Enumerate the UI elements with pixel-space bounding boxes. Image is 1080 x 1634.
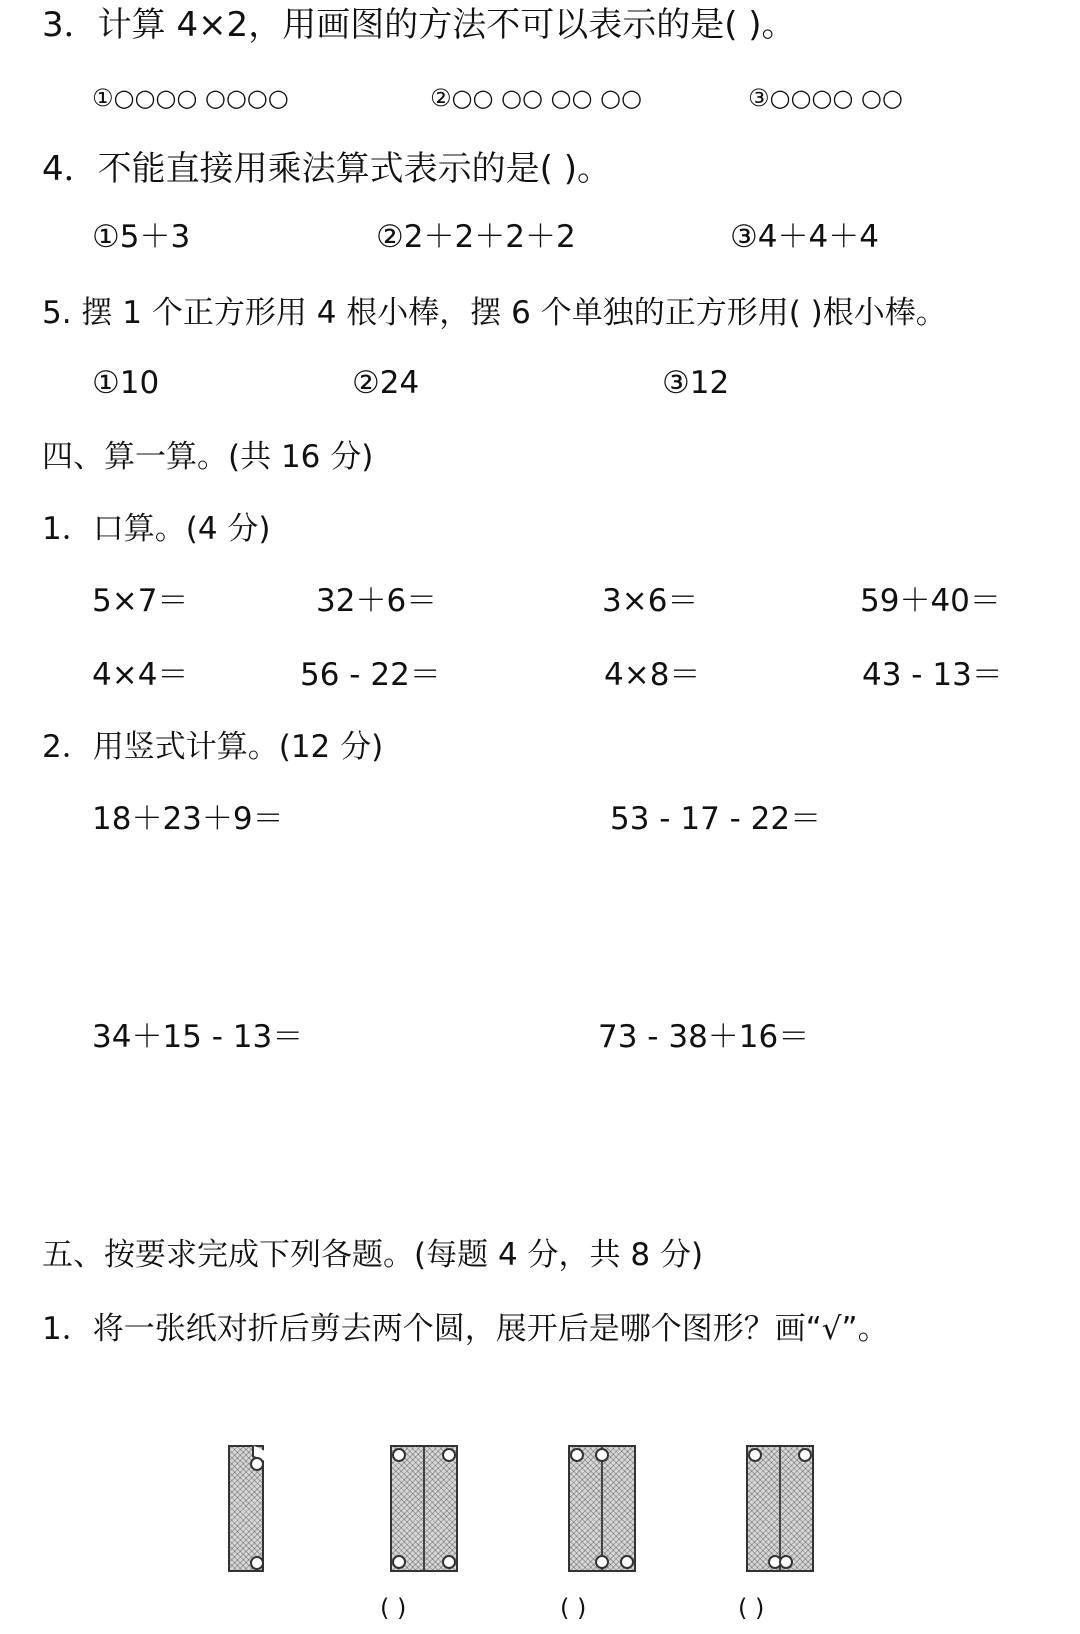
unfolded-option-3 [746,1445,814,1572]
question-3-option-2: ②○○ ○○ ○○ ○○ [430,84,642,112]
cut-hole [392,1448,406,1462]
section-4-part-2-title: 2．用竖式计算。(12 分) [42,729,384,765]
oral-calc-row1-item1: 5×7＝ [92,583,189,619]
vertical-calc-2: 53 - 17 - 22＝ [610,801,822,837]
cut-hole [595,1448,609,1462]
question-3-text: 3．计算 4×2，用画图的方法不可以表示的是( )。 [42,5,796,45]
cut-hole [442,1555,456,1569]
oral-calc-row1-item4: 59＋40＝ [860,583,1001,619]
cut-hole [392,1555,406,1569]
cut-hole [748,1448,762,1462]
vertical-calc-1: 18＋23＋9＝ [92,801,284,837]
question-5-text: 5. 摆 1 个正方形用 4 根小棒，摆 6 个单独的正方形用( )根小棒。 [42,295,947,331]
question-3-option-1: ①○○○○ ○○○○ [92,84,289,112]
section-4-part-1-title: 1．口算。(4 分) [42,511,271,547]
question-5-option-3: ③12 [662,365,730,401]
question-4-option-1: ①5＋3 [92,219,191,255]
fold-line [601,1447,603,1570]
vertical-calc-4: 73 - 38＋16＝ [598,1019,810,1055]
question-3-option-3: ③○○○○ ○○ [748,84,903,112]
cut-hole [250,1457,264,1471]
answer-blank-1[interactable]: ( ) [380,1594,407,1622]
question-4-option-3: ③4＋4＋4 [730,219,879,255]
section-5-question-1: 1．将一张纸对折后剪去两个圆，展开后是哪个图形？画“√”。 [42,1311,889,1347]
unfolded-option-1 [390,1445,458,1572]
fold-line [423,1447,425,1570]
vertical-calc-3: 34＋15 - 13＝ [92,1019,304,1055]
cut-hole [595,1555,609,1569]
oral-calc-row1-item3: 3×6＝ [602,583,699,619]
question-5-option-2: ②24 [352,365,420,401]
unfolded-option-2 [568,1445,636,1572]
cut-hole [442,1448,456,1462]
cut-hole [798,1448,812,1462]
oral-calc-row1-item2: 32＋6＝ [316,583,438,619]
cut-hole [570,1448,584,1462]
answer-blank-2[interactable]: ( ) [560,1594,587,1622]
cut-hole [620,1555,634,1569]
cut-hole [250,1556,264,1570]
oral-calc-row2-item2: 56 - 22＝ [300,657,441,693]
section-4-title: 四、算一算。(共 16 分) [42,439,374,475]
cut-hole [779,1555,793,1569]
section-5-title: 五、按要求完成下列各题。(每题 4 分，共 8 分) [42,1237,704,1273]
question-5-option-1: ①10 [92,365,160,401]
question-4-option-2: ②2＋2＋2＋2 [376,219,576,255]
fold-line [779,1447,781,1570]
oral-calc-row2-item1: 4×4＝ [92,657,189,693]
oral-calc-row2-item3: 4×8＝ [604,657,701,693]
question-4-text: 4．不能直接用乘法算式表示的是( )。 [42,149,611,189]
answer-blank-3[interactable]: ( ) [738,1594,765,1622]
oral-calc-row2-item4: 43 - 13＝ [862,657,1003,693]
folded-paper-figure [228,1445,264,1572]
